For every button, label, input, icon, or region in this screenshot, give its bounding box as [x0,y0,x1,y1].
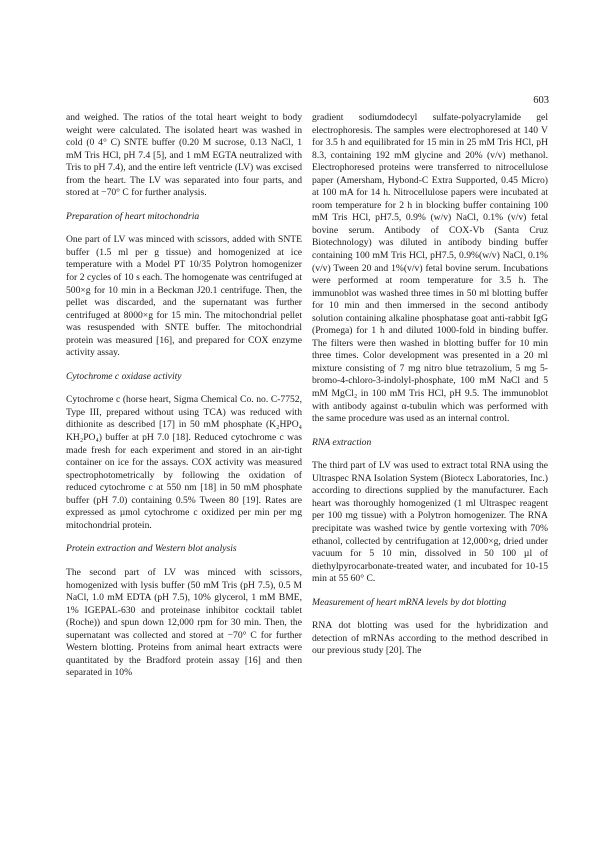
paragraph-cox-activity: Cytochrome c (horse heart, Sigma Chemical Co. no. C-7752, Type III, prepared without using TCA) was reduced with dithionite as described [17] in 50 mM phosphate (K₂HPO₄ KH₂PO₄) buffer at pH 7.0 [18]. Reduced cytochrome c was made fresh for each experiment and stored in an air-tight container on ice for the assays. COX activity was measured spectrophotometrically by following the oxidation of reduced cytochrome c at 550 nm [18] in 50 mM phosphate buffer (pH 7.0) containing 0.5% Tween 80 [19]. Rates are expressed as µmol cytochrome c oxidized per min per mg mitochondrial protein. [66,394,302,531]
heading-cytochrome-c-oxidase-activity: Cytochrome c oxidase activity [66,370,182,382]
left-column [66,112,302,680]
paragraph-rna-extraction: The third part of LV was used to extract total RNA using the Ultraspec RNA Isolation System (Biotecx Laboratories, Inc.) according to directions supplied by the manufacturer. Each heart was thoroughly homogenized (1 ml Ultraspec reagent per 100 mg tissue) with a Polytron homogenizer. The RNA precipitate was washed twice by gentle vortexing with 70% ethanol, collected by centrifugation at 12,000×g, dried under vacuum for 5 10 min, dissolved in 50 100 µl of diethylpyrocarbonate-treated water, and incubated for 10-15 min at 55 60° C. [312,460,548,585]
heading-protein-extraction-western-blot: Protein extraction and Western blot analysis [66,543,237,555]
paragraph-heart-weighing: and weighed. The ratios of the total heart weight to body weight were calculated. The isolated heart was washed in cold (0 4° C) SNTE buffer (0.20 M sucrose, 0.13 NaCl, 1 mM Tris HCl, pH 7.4 [5], and 1 mM EGTA neutralized with Tris to pH 7.4), and the entire left ventricle (LV) was excised from the heart. The LV was separated into four parts, and stored at −70° C for further analysis. [66,112,302,199]
paragraph-electrophoresis-immunoblot: gradient sodiumdodecyl sulfate-polyacrylamide gel electrophoresis. The samples were electrophoresed at 140 V for 3.5 h and equilibrated for 15 min in 25 mM Tris HCl, pH 8.3, containing 192 mM glycine and 20% (v/v) methanol. Electrophoresed proteins were transferred to nitrocellulose paper (Amersham, Hybond-C Extra Supported, 0.45 Micro) at 100 mA for 14 h. Nitrocellulose papers were incubated at room temperature for 2 h in blocking buffer containing 100 mM Tris HCl, pH7.5, 0.9% (w/v) NaCl, 0.1% (v/v) fetal bovine serum. Antibody of COX-Vb (Santa Cruz Biotechnology) was diluted in antibody binding buffer containing 100 mM Tris HCl, pH7.5, 0.9%(w/v) NaCl, 0.1% (v/v) Tween 20 and 1%(v/v) fetal bovine serum. Incubations were performed at room temperature for 3.5 h. The immunoblot was washed three times in 50 ml blotting buffer for 10 min and then immersed in the second antibody solution containing alkaline phosphatase goat anti-rabbit IgG (Promega) for 1 h and diluted 1000-fold in binding buffer. The filters were then washed in blotting buffer for 10 min three times. Color development was presented in a 20 ml mixture consisting of 7 mg nitro blue tetrazolium, 5 mg 5-bromo-4-chloro-3-indolyl-phosphate, 100 mM NaCl and 5 mM MgCl₂ in 100 mM Tris HCl, pH 9.5. The immunoblot with antibody against α-tubulin which was performed with the same procedure was used as an internal control. [312,112,548,425]
right-column [312,112,548,658]
page-number: 603 [533,95,549,106]
heading-preparation-of-heart-mitochondria: Preparation of heart mitochondria [66,210,200,222]
paragraph-dot-blotting: RNA dot blotting was used for the hybridization and detection of mRNAs according to the method described in our previous study [20]. The [312,620,548,657]
heading-rna-extraction: RNA extraction [312,436,372,448]
paragraph-protein-extraction: The second part of LV was minced with scissors, homogenized with lysis buffer (50 mM Tris (pH 7.5), 0.5 M NaCl, 1.0 mM EDTA (pH 7.5), 10% glycerol, 1 mM BME, 1% IGEPAL-630 and proteinase inhibitor cocktail tablet (Roche)) and spun down 12,000 rpm for 30 min. Then, the supernatant was collected and stored at −70° C for further Western blotting. Proteins from animal heart extracts were quantitated by the Bradford protein assay [16] and then separated in 10% [66,566,302,679]
heading-mrna-dot-blotting: Measurement of heart mRNA levels by dot blotting [312,596,507,608]
paragraph-mitochondria-preparation: One part of LV was minced with scissors, added with SNTE buffer (1.5 ml per g tissue) and homogenized at ice temperature with a Model PT 10/35 Polytron homogenizer for 2 cycles of 10 s each. The homogenate was centrifuged at 500×g for 10 min in a Beckman J20.1 centrifuge. Then, the pellet was discarded, and the supernatant was further centrifuged at 8000×g for 15 min. The mitochondrial pellet was resuspended with SNTE buffer. The mitochondrial protein was measured [16], and prepared for COX enzyme activity assay. [66,234,302,359]
